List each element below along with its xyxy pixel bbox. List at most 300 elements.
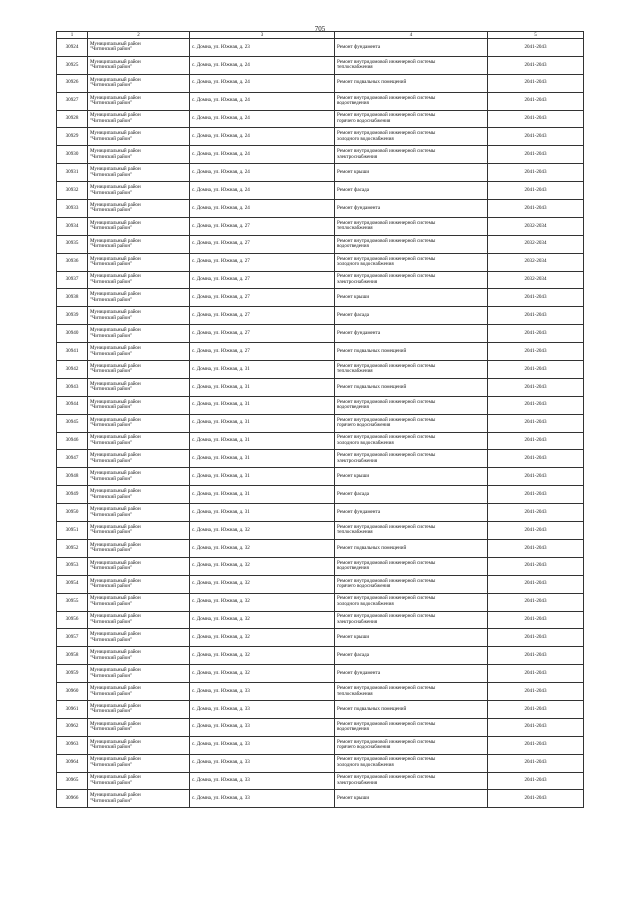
period-cell: 2041-2043 — [488, 629, 584, 647]
row-number-cell: 30952 — [57, 539, 88, 557]
row-number-cell: 30949 — [57, 486, 88, 504]
work-type-line: электроснабжения — [337, 457, 378, 464]
address-cell: с. Домна, ул. Южная, д. 24 — [190, 182, 335, 200]
work-type-line: горячего водоснабжения — [337, 744, 391, 751]
period-cell: 2041-2043 — [488, 92, 584, 110]
row-number-cell: 30957 — [57, 629, 88, 647]
table-row — [57, 522, 584, 540]
district-line: Муниципальный район — [90, 470, 141, 477]
table-row — [57, 128, 584, 146]
work-type-cell — [335, 772, 488, 790]
work-type-cell — [335, 718, 488, 736]
row-number-cell: 30924 — [57, 39, 88, 57]
row-number-cell: 30963 — [57, 736, 88, 754]
period-cell: 2041-2043 — [488, 378, 584, 396]
row-number-cell: 30948 — [57, 468, 88, 486]
district-cell — [88, 39, 190, 57]
district-line: "Читинский район" — [90, 762, 133, 769]
district-line: Муниципальный район — [90, 577, 141, 584]
district-cell — [88, 450, 190, 468]
row-number-cell: 30939 — [57, 307, 88, 325]
district-line: "Читинский район" — [90, 100, 133, 107]
work-type-line: Ремонт подвальных помещений — [337, 705, 407, 712]
work-type-line: водоотведения — [337, 243, 369, 250]
district-line: Муниципальный район — [90, 649, 141, 656]
district-line: Муниципальный район — [90, 94, 141, 101]
table-row — [57, 450, 584, 468]
work-type-line: Ремонт фундамента — [337, 43, 381, 50]
district-line: "Читинский район" — [90, 493, 133, 500]
period-cell: 2041-2043 — [488, 432, 584, 450]
address-cell: с. Домна, ул. Южная, д. 32 — [190, 539, 335, 557]
district-line: Муниципальный район — [90, 255, 141, 262]
work-type-line: электроснабжения — [337, 153, 378, 160]
work-type-line: электроснабжения — [337, 779, 378, 786]
district-line: "Читинский район" — [90, 296, 133, 303]
work-type-cell — [335, 736, 488, 754]
district-line: Муниципальный район — [90, 523, 141, 530]
address-cell: с. Домна, ул. Южная, д. 31 — [190, 486, 335, 504]
row-number-cell: 30929 — [57, 128, 88, 146]
table-row — [57, 468, 584, 486]
work-type-line: холодного водоснабжения — [337, 440, 394, 447]
district-cell — [88, 217, 190, 235]
work-type-line: Ремонт внутридомовой инженерной системы — [337, 398, 436, 405]
period-cell: 2041-2043 — [488, 361, 584, 379]
address-cell: с. Домна, ул. Южная, д. 24 — [190, 110, 335, 128]
work-type-line: Ремонт подвальных помещений — [337, 79, 407, 86]
row-number-cell: 30944 — [57, 396, 88, 414]
table-row — [57, 593, 584, 611]
row-number-cell: 30953 — [57, 557, 88, 575]
district-cell — [88, 56, 190, 74]
work-type-line: электроснабжения — [337, 279, 378, 286]
work-type-line: Ремонт внутридомовой инженерной системы — [337, 613, 436, 620]
work-type-line: Ремонт внутридомовой инженерной системы — [337, 756, 436, 763]
work-type-line: Ремонт внутридомовой инженерной системы — [337, 774, 436, 781]
district-line: Муниципальный район — [90, 506, 141, 512]
address-cell: с. Домна, ул. Южная, д. 24 — [190, 92, 335, 110]
period-cell: 2032-2034 — [488, 253, 584, 271]
work-type-line: Ремонт внутридомовой инженерной системы — [337, 255, 436, 262]
work-type-cell — [335, 450, 488, 468]
work-type-line: Ремонт крыши — [337, 795, 370, 802]
table-row — [57, 611, 584, 629]
row-number-cell: 30925 — [57, 56, 88, 74]
row-number-cell: 30954 — [57, 575, 88, 593]
work-type-line: Ремонт крыши — [337, 473, 370, 480]
work-type-line: Ремонт внутридомовой инженерной системы — [337, 559, 436, 566]
district-line: "Читинский район" — [90, 118, 133, 124]
table-row — [57, 432, 584, 450]
period-cell: 2041-2043 — [488, 396, 584, 414]
district-cell — [88, 557, 190, 575]
district-line: "Читинский район" — [90, 350, 133, 357]
table-row — [57, 289, 584, 307]
district-line: Муниципальный район — [90, 720, 141, 727]
period-cell: 2041-2043 — [488, 128, 584, 146]
address-cell: с. Домна, ул. Южная, д. 27 — [190, 253, 335, 271]
work-type-cell — [335, 271, 488, 289]
district-line: "Читинский район" — [90, 618, 133, 625]
district-line: "Читинский район" — [90, 744, 133, 751]
address-cell: с. Домна, ул. Южная, д. 24 — [190, 128, 335, 146]
work-type-cell — [335, 74, 488, 92]
table-row — [57, 396, 584, 414]
district-cell — [88, 253, 190, 271]
column-number-2: 2 — [88, 32, 190, 39]
district-cell — [88, 468, 190, 486]
district-cell — [88, 772, 190, 790]
row-number-cell: 30935 — [57, 235, 88, 253]
work-type-line: водоотведения — [337, 404, 369, 411]
work-type-cell — [335, 754, 488, 772]
table-row — [57, 361, 584, 379]
work-type-line: Ремонт подвальных помещений — [337, 383, 407, 390]
district-cell — [88, 504, 190, 522]
period-cell: 2041-2043 — [488, 575, 584, 593]
district-line: Муниципальный район — [90, 166, 141, 173]
column-number-3: 3 — [190, 32, 335, 39]
period-cell: 2041-2043 — [488, 772, 584, 790]
address-cell: с. Домна, ул. Южная, д. 32 — [190, 593, 335, 611]
district-cell — [88, 378, 190, 396]
work-type-line: Ремонт внутридомовой инженерной системы — [337, 112, 436, 119]
work-type-line: Ремонт внутридомовой инженерной системы — [337, 58, 436, 65]
address-cell: с. Домна, ул. Южная, д. 32 — [190, 611, 335, 629]
district-line: "Читинский район" — [90, 171, 133, 178]
district-line: Муниципальный район — [90, 541, 141, 548]
district-line: "Читинский район" — [90, 386, 133, 393]
district-line: Муниципальный район — [90, 309, 141, 316]
period-cell: 2041-2043 — [488, 647, 584, 665]
address-cell: с. Домна, ул. Южная, д. 31 — [190, 361, 335, 379]
district-line: "Читинский район" — [90, 404, 133, 411]
row-number-cell: 30945 — [57, 414, 88, 432]
row-number-cell: 30936 — [57, 253, 88, 271]
period-cell: 2032-2034 — [488, 217, 584, 235]
work-type-line: водоотведения — [337, 726, 369, 733]
table-row — [57, 182, 584, 200]
table-row — [57, 772, 584, 790]
period-cell: 2041-2043 — [488, 539, 584, 557]
table-row — [57, 754, 584, 772]
period-cell: 2041-2043 — [488, 736, 584, 754]
table-row — [57, 378, 584, 396]
address-cell: с. Домна, ул. Южная, д. 33 — [190, 754, 335, 772]
district-cell — [88, 128, 190, 146]
district-cell — [88, 629, 190, 647]
address-cell: с. Домна, ул. Южная, д. 33 — [190, 790, 335, 808]
district-line: Муниципальный район — [90, 613, 141, 620]
row-number-cell: 30962 — [57, 718, 88, 736]
table-row — [57, 665, 584, 683]
work-type-cell — [335, 289, 488, 307]
district-cell — [88, 361, 190, 379]
table-row — [57, 56, 584, 74]
work-type-cell — [335, 164, 488, 182]
table-row — [57, 325, 584, 343]
district-cell — [88, 575, 190, 593]
period-cell: 2041-2043 — [488, 665, 584, 683]
period-cell: 2041-2043 — [488, 343, 584, 361]
district-line: Муниципальный район — [90, 58, 141, 65]
row-number-cell: 30964 — [57, 754, 88, 772]
district-line: "Читинский район" — [90, 225, 133, 232]
district-cell — [88, 700, 190, 718]
period-cell: 2041-2043 — [488, 146, 584, 164]
work-type-cell — [335, 56, 488, 74]
district-line: "Читинский район" — [90, 511, 133, 518]
work-type-line: теплоснабжения — [337, 64, 373, 71]
district-line: Муниципальный район — [90, 40, 141, 47]
work-type-line: Ремонт фундамента — [337, 204, 381, 211]
work-type-line: Ремонт фасада — [337, 651, 370, 658]
work-type-cell — [335, 200, 488, 218]
work-type-line: горячего водоснабжения — [337, 118, 391, 124]
work-type-cell — [335, 378, 488, 396]
work-type-cell — [335, 557, 488, 575]
district-line: "Читинский район" — [90, 547, 133, 554]
work-type-line: водоотведения — [337, 100, 369, 107]
work-type-line: теплоснабжения — [337, 690, 373, 697]
period-cell: 2041-2043 — [488, 611, 584, 629]
work-type-cell — [335, 146, 488, 164]
row-number-cell: 30965 — [57, 772, 88, 790]
period-cell: 2041-2043 — [488, 182, 584, 200]
work-type-line: Ремонт подвальных помещений — [337, 347, 407, 354]
row-number-cell: 30943 — [57, 378, 88, 396]
district-line: "Читинский район" — [90, 654, 133, 661]
district-line: Муниципальный район — [90, 183, 141, 190]
district-cell — [88, 754, 190, 772]
district-line: "Читинский район" — [90, 672, 133, 679]
period-cell: 2041-2043 — [488, 593, 584, 611]
district-line: "Читинский район" — [90, 601, 133, 608]
district-cell — [88, 593, 190, 611]
table-row — [57, 647, 584, 665]
work-type-cell — [335, 700, 488, 718]
period-cell: 2041-2043 — [488, 200, 584, 218]
district-line: Муниципальный район — [90, 112, 141, 119]
work-type-line: холодного водоснабжения — [337, 135, 394, 142]
district-line: Муниципальный район — [90, 219, 141, 226]
district-cell — [88, 522, 190, 540]
district-line: Муниципальный район — [90, 380, 141, 387]
table-row — [57, 557, 584, 575]
district-cell — [88, 665, 190, 683]
district-cell — [88, 396, 190, 414]
district-line: Муниципальный район — [90, 273, 141, 280]
table-row — [57, 414, 584, 432]
work-type-line: Ремонт фундамента — [337, 508, 381, 515]
work-type-cell — [335, 468, 488, 486]
district-line: Муниципальный район — [90, 667, 141, 674]
table-row — [57, 539, 584, 557]
work-type-cell — [335, 307, 488, 325]
work-type-cell — [335, 325, 488, 343]
period-cell: 2041-2043 — [488, 39, 584, 57]
work-type-cell — [335, 217, 488, 235]
table-row — [57, 683, 584, 701]
address-cell: с. Домна, ул. Южная, д. 33 — [190, 736, 335, 754]
work-type-line: Ремонт внутридомовой инженерной системы — [337, 219, 436, 226]
address-cell: с. Домна, ул. Южная, д. 24 — [190, 74, 335, 92]
row-number-cell: 30961 — [57, 700, 88, 718]
work-type-cell — [335, 593, 488, 611]
period-cell: 2041-2043 — [488, 307, 584, 325]
table-row — [57, 700, 584, 718]
address-cell: с. Домна, ул. Южная, д. 31 — [190, 396, 335, 414]
district-line: "Читинский район" — [90, 708, 133, 715]
period-cell: 2041-2043 — [488, 504, 584, 522]
work-type-line: холодного водоснабжения — [337, 261, 394, 268]
row-number-cell: 30928 — [57, 110, 88, 128]
period-cell: 2032-2034 — [488, 235, 584, 253]
table-row — [57, 486, 584, 504]
table-row — [57, 629, 584, 647]
address-cell: с. Домна, ул. Южная, д. 32 — [190, 575, 335, 593]
work-type-cell — [335, 253, 488, 271]
work-type-cell — [335, 790, 488, 808]
table-row — [57, 307, 584, 325]
district-line: Муниципальный район — [90, 237, 141, 244]
district-line: Муниципальный район — [90, 398, 141, 405]
address-cell: с. Домна, ул. Южная, д. 31 — [190, 468, 335, 486]
period-cell: 2041-2043 — [488, 56, 584, 74]
period-cell: 2041-2043 — [488, 289, 584, 307]
district-line: "Читинский район" — [90, 46, 133, 53]
district-line: "Читинский район" — [90, 82, 133, 89]
district-line: "Читинский район" — [90, 261, 133, 268]
address-cell: с. Домна, ул. Южная, д. 32 — [190, 665, 335, 683]
period-cell: 2032-2034 — [488, 271, 584, 289]
work-type-cell — [335, 414, 488, 432]
address-cell: с. Домна, ул. Южная, д. 33 — [190, 718, 335, 736]
district-cell — [88, 92, 190, 110]
district-line: "Читинский район" — [90, 440, 133, 447]
work-type-cell — [335, 486, 488, 504]
address-cell: с. Домна, ул. Южная, д. 33 — [190, 772, 335, 790]
district-line: "Читинский район" — [90, 279, 133, 286]
work-type-line: Ремонт фундамента — [337, 329, 381, 336]
work-type-cell — [335, 611, 488, 629]
table-row — [57, 74, 584, 92]
table-row — [57, 217, 584, 235]
district-cell — [88, 486, 190, 504]
work-type-line: Ремонт внутридомовой инженерной системы — [337, 273, 436, 280]
district-line: "Читинский район" — [90, 243, 133, 250]
address-cell: с. Домна, ул. Южная, д. 32 — [190, 557, 335, 575]
work-type-line: Ремонт крыши — [337, 168, 370, 175]
district-line: "Читинский район" — [90, 583, 133, 590]
table-row — [57, 575, 584, 593]
work-type-line: Ремонт внутридомовой инженерной системы — [337, 237, 436, 244]
column-number-5: 5 — [488, 32, 584, 39]
district-line: "Читинский район" — [90, 189, 133, 196]
district-cell — [88, 146, 190, 164]
table-row — [57, 164, 584, 182]
row-number-cell: 30942 — [57, 361, 88, 379]
address-cell: с. Домна, ул. Южная, д. 24 — [190, 56, 335, 74]
district-line: "Читинский район" — [90, 690, 133, 697]
table-row — [57, 790, 584, 808]
district-line: "Читинский район" — [90, 797, 133, 804]
district-line: Муниципальный район — [90, 684, 141, 691]
district-cell — [88, 718, 190, 736]
work-type-line: теплоснабжения — [337, 225, 373, 232]
work-type-line: Ремонт внутридомовой инженерной системы — [337, 738, 436, 745]
work-type-cell — [335, 182, 488, 200]
period-cell: 2041-2043 — [488, 790, 584, 808]
work-type-line: Ремонт внутридомовой инженерной системы — [337, 148, 436, 155]
work-type-cell — [335, 665, 488, 683]
district-line: "Читинский район" — [90, 475, 133, 482]
address-cell: с. Домна, ул. Южная, д. 27 — [190, 235, 335, 253]
district-cell — [88, 414, 190, 432]
address-cell: с. Домна, ул. Южная, д. 27 — [190, 289, 335, 307]
row-number-cell: 30947 — [57, 450, 88, 468]
district-cell — [88, 271, 190, 289]
row-number-cell: 30950 — [57, 504, 88, 522]
district-line: Муниципальный район — [90, 130, 141, 137]
row-number-cell: 30931 — [57, 164, 88, 182]
work-type-cell — [335, 575, 488, 593]
row-number-cell: 30937 — [57, 271, 88, 289]
district-cell — [88, 235, 190, 253]
district-line: "Читинский район" — [90, 153, 133, 160]
work-type-line: Ремонт фасада — [337, 312, 370, 318]
period-cell: 2041-2043 — [488, 325, 584, 343]
district-line: "Читинский район" — [90, 422, 133, 429]
work-type-cell — [335, 647, 488, 665]
work-type-line: Ремонт внутридомовой инженерной системы — [337, 595, 436, 602]
district-line: "Читинский район" — [90, 779, 133, 786]
district-line: "Читинский район" — [90, 529, 133, 536]
district-line: Муниципальный район — [90, 201, 141, 208]
column-number-row — [57, 32, 584, 39]
address-cell: с. Домна, ул. Южная, д. 27 — [190, 271, 335, 289]
table-row — [57, 271, 584, 289]
district-cell — [88, 289, 190, 307]
district-line: "Читинский район" — [90, 457, 133, 464]
work-type-cell — [335, 432, 488, 450]
work-type-line: Ремонт внутридомовой инженерной системы — [337, 523, 436, 530]
work-type-line: теплоснабжения — [337, 368, 373, 375]
row-number-cell: 30946 — [57, 432, 88, 450]
district-cell — [88, 307, 190, 325]
district-line: Муниципальный район — [90, 595, 141, 602]
work-type-line: водоотведения — [337, 565, 369, 572]
work-type-line: Ремонт крыши — [337, 294, 370, 301]
address-cell: с. Домна, ул. Южная, д. 27 — [190, 217, 335, 235]
work-type-line: Ремонт фундамента — [337, 669, 381, 676]
district-line: Муниципальный район — [90, 76, 141, 83]
district-cell — [88, 432, 190, 450]
address-cell: с. Домна, ул. Южная, д. 24 — [190, 200, 335, 218]
row-number-cell: 30956 — [57, 611, 88, 629]
period-cell: 2041-2043 — [488, 450, 584, 468]
address-cell: с. Домна, ул. Южная, д. 27 — [190, 325, 335, 343]
address-cell: с. Домна, ул. Южная, д. 32 — [190, 629, 335, 647]
row-number-cell: 30930 — [57, 146, 88, 164]
registry-table — [56, 31, 584, 808]
work-type-line: электроснабжения — [337, 618, 378, 625]
district-cell — [88, 182, 190, 200]
work-type-line: Ремонт внутридомовой инженерной системы — [337, 130, 436, 137]
table-row — [57, 504, 584, 522]
district-line: Муниципальный район — [90, 452, 141, 459]
